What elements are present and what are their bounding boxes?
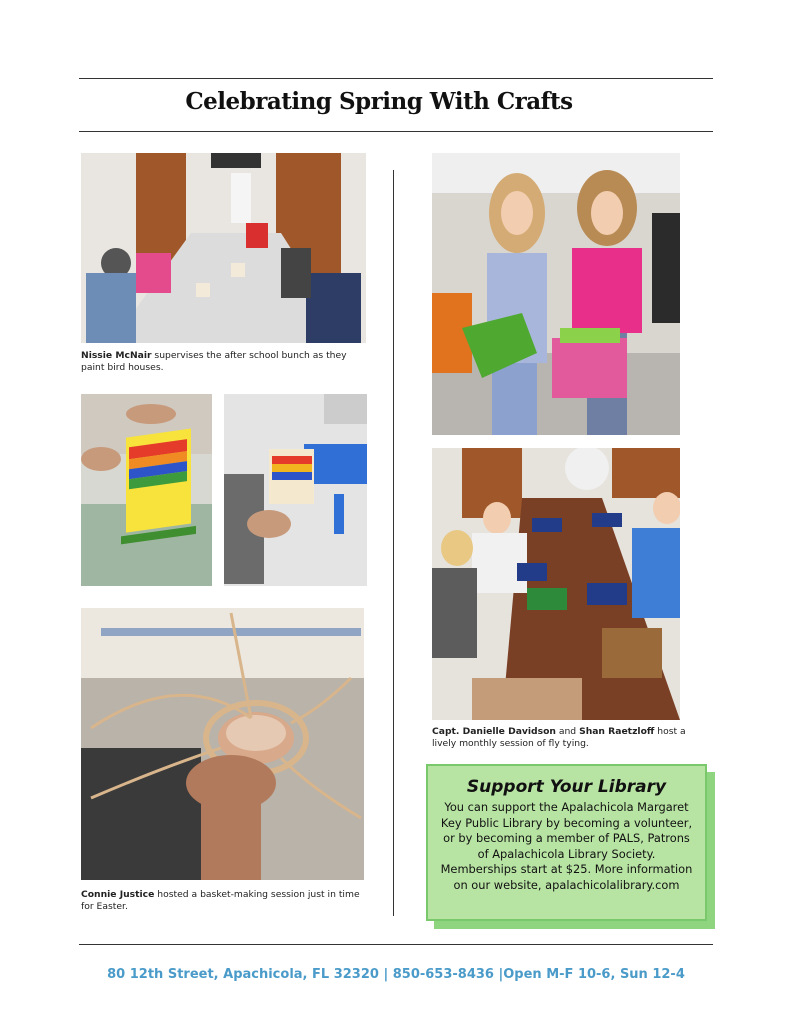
caption-person-name: Connie Justice [81,889,155,900]
photo-painting-birdhouse [224,394,367,586]
top-rule [79,78,713,79]
photo-girls-easter-baskets [432,153,680,435]
photo-birdhouse-painting-class [81,153,366,343]
support-body: You can support the Apalachicola Margaret Key Public Library by becoming a volunteer, or by becoming a member of PALS, Patrons of Apalachicola Library Society. Memberships start at $25. More information on our website, apalachicolalibrary.com [440,800,693,892]
footer-contact-info: 80 12th Street, Apachicola, FL 32320 | 850-653-8436 |Open M-F 10-6, Sun 12-4 [107,967,685,982]
caption-person-name: Nissie McNair [81,350,152,361]
caption-person-name-2: Shan Raetzloff [579,726,655,737]
caption-fly-tying [432,726,702,750]
page-title: Celebrating Spring With Crafts [185,88,573,115]
caption-basket [81,889,371,913]
caption-birdhouse [81,350,371,374]
title-underline [79,131,713,132]
photo-rainbow-birdhouse [81,394,212,586]
caption-person-name-1: Capt. Danielle Davidson [432,726,556,737]
column-divider [393,170,394,916]
caption-and: and [555,726,580,737]
support-heading: Support Your Library [466,777,667,797]
footer-rule [79,944,713,945]
caption-text: hosted a basket-making session just in time for Easter. [81,889,360,912]
caption-text: supervises the after school bunch as they paint bird houses. [81,350,347,373]
photo-fly-tying-session [432,448,680,720]
support-library-box [426,764,707,921]
photo-basket-weaving [81,608,364,880]
caption-text: host a lively monthly session of fly tying. [432,726,686,749]
